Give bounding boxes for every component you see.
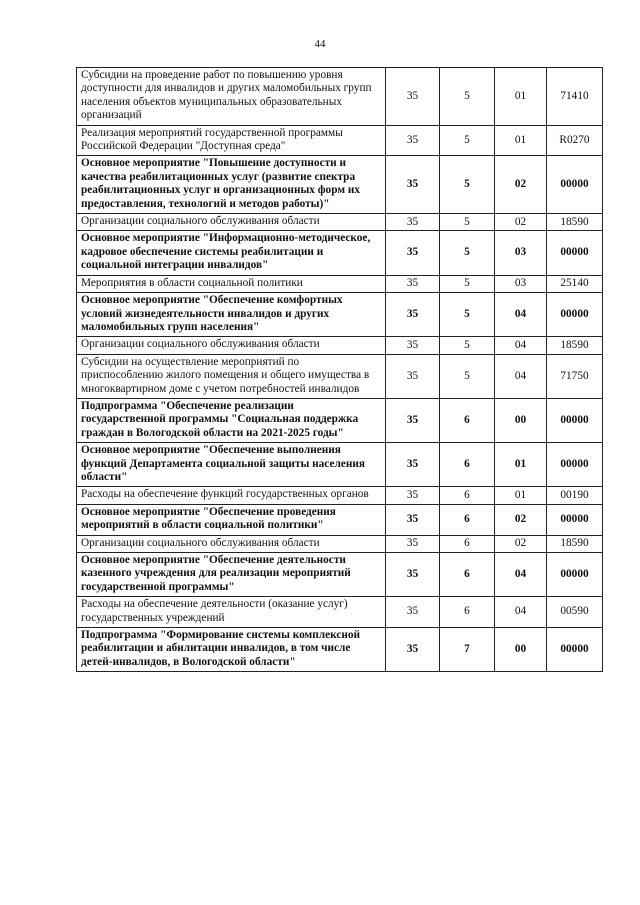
program-code-cell: 35	[386, 535, 440, 552]
direction-code-cell: 00000	[547, 398, 603, 442]
subprogram-code-cell: 6	[440, 597, 495, 628]
subprogram-code-cell: 5	[440, 293, 495, 337]
subprogram-code-cell: 6	[440, 487, 495, 504]
measure-code-cell: 04	[495, 337, 547, 354]
measure-code-cell: 04	[495, 293, 547, 337]
direction-code-cell: 00000	[547, 504, 603, 535]
measure-code-cell: 02	[495, 504, 547, 535]
table-row	[77, 504, 603, 535]
subprogram-code-cell: 6	[440, 504, 495, 535]
program-code-cell: 35	[386, 487, 440, 504]
table-row	[77, 398, 603, 442]
expenditure-name-cell: Основное мероприятие "Информационно-методическое, кадровое обеспечение системы реабилитации и социальной интеграции инвалидов"	[77, 231, 386, 275]
table-row	[77, 553, 603, 597]
expenditure-name-cell: Подпрограмма "Обеспечение реализации государственной программы "Социальная поддержка граждан в Вологодской области на 2021-2025 годы"	[77, 398, 386, 442]
table-row	[77, 231, 603, 275]
subprogram-code-cell: 5	[440, 275, 495, 292]
subprogram-code-cell: 6	[440, 535, 495, 552]
expenditure-name-cell: Расходы на обеспечение деятельности (оказание услуг) государственных учреждений	[77, 597, 386, 628]
table-row	[77, 214, 603, 231]
table-row	[77, 443, 603, 487]
table-row	[77, 628, 603, 672]
measure-code-cell: 04	[495, 553, 547, 597]
direction-code-cell: 25140	[547, 275, 603, 292]
table-row	[77, 293, 603, 337]
program-code-cell: 35	[386, 293, 440, 337]
table-row	[77, 156, 603, 214]
measure-code-cell: 01	[495, 443, 547, 487]
subprogram-code-cell: 6	[440, 398, 495, 442]
page-number: 44	[314, 38, 326, 50]
table-row	[77, 354, 603, 398]
direction-code-cell: 00590	[547, 597, 603, 628]
subprogram-code-cell: 5	[440, 125, 495, 156]
table-row	[77, 68, 603, 126]
expenditure-name-cell: Организации социального обслуживания области	[77, 337, 386, 354]
table-row	[77, 125, 603, 156]
expenditure-name-cell: Организации социального обслуживания области	[77, 214, 386, 231]
program-code-cell: 35	[386, 125, 440, 156]
direction-code-cell: 71410	[547, 68, 603, 126]
measure-code-cell: 02	[495, 214, 547, 231]
measure-code-cell: 03	[495, 231, 547, 275]
expenditure-name-cell: Подпрограмма "Формирование системы комплексной реабилитации и абилитации инвалидов, в том числе детей-инвалидов, в Вологодской области"	[77, 628, 386, 672]
budget-classification-table	[76, 67, 603, 672]
measure-code-cell: 01	[495, 68, 547, 126]
subprogram-code-cell: 5	[440, 337, 495, 354]
program-code-cell: 35	[386, 275, 440, 292]
measure-code-cell: 04	[495, 354, 547, 398]
subprogram-code-cell: 5	[440, 68, 495, 126]
direction-code-cell: 00000	[547, 293, 603, 337]
direction-code-cell: 00000	[547, 443, 603, 487]
direction-code-cell: 18590	[547, 535, 603, 552]
table-row	[77, 337, 603, 354]
direction-code-cell: R0270	[547, 125, 603, 156]
direction-code-cell: 00000	[547, 231, 603, 275]
direction-code-cell: 00000	[547, 553, 603, 597]
program-code-cell: 35	[386, 231, 440, 275]
expenditure-name-cell: Основное мероприятие "Обеспечение выполнения функций Департамента социальной защиты населения области"	[77, 443, 386, 487]
expenditure-name-cell: Основное мероприятие "Обеспечение деятельности казенного учреждения для реализации мероприятий государственной программы"	[77, 553, 386, 597]
program-code-cell: 35	[386, 398, 440, 442]
subprogram-code-cell: 5	[440, 214, 495, 231]
subprogram-code-cell: 6	[440, 553, 495, 597]
subprogram-code-cell: 6	[440, 443, 495, 487]
table-row	[77, 535, 603, 552]
measure-code-cell: 02	[495, 156, 547, 214]
measure-code-cell: 00	[495, 628, 547, 672]
direction-code-cell: 00000	[547, 156, 603, 214]
expenditure-name-cell: Мероприятия в области социальной политики	[77, 275, 386, 292]
expenditure-name-cell: Основное мероприятие "Обеспечение комфортных условий жизнедеятельности инвалидов и других маломобильных групп населения"	[77, 293, 386, 337]
subprogram-code-cell: 5	[440, 231, 495, 275]
program-code-cell: 35	[386, 553, 440, 597]
direction-code-cell: 00000	[547, 628, 603, 672]
table-row	[77, 487, 603, 504]
program-code-cell: 35	[386, 504, 440, 535]
expenditure-name-cell: Субсидии на осуществление мероприятий по приспособлению жилого помещения и общего имущества в многоквартирном доме с учетом потребностей инвалидов	[77, 354, 386, 398]
program-code-cell: 35	[386, 443, 440, 487]
program-code-cell: 35	[386, 628, 440, 672]
table-row	[77, 275, 603, 292]
subprogram-code-cell: 7	[440, 628, 495, 672]
program-code-cell: 35	[386, 337, 440, 354]
expenditure-name-cell: Организации социального обслуживания области	[77, 535, 386, 552]
expenditure-name-cell: Реализация мероприятий государственной программы Российской Федерации "Доступная среда"	[77, 125, 386, 156]
measure-code-cell: 00	[495, 398, 547, 442]
expenditure-name-cell: Основное мероприятие "Обеспечение проведения мероприятий в области социальной политики"	[77, 504, 386, 535]
direction-code-cell: 71750	[547, 354, 603, 398]
measure-code-cell: 02	[495, 535, 547, 552]
measure-code-cell: 01	[495, 487, 547, 504]
program-code-cell: 35	[386, 214, 440, 231]
expenditure-name-cell: Основное мероприятие "Повышение доступности и качества реабилитационных услуг (развитие спектра реабилитационных услуг и организационных форм их предоставления, технологий и методов работы)"	[77, 156, 386, 214]
table-body	[77, 68, 603, 672]
table-row	[77, 597, 603, 628]
expenditure-name-cell: Субсидии на проведение работ по повышению уровня доступности для инвалидов и других маломобильных групп населения объектов муниципальных образовательных организаций	[77, 68, 386, 126]
program-code-cell: 35	[386, 68, 440, 126]
direction-code-cell: 18590	[547, 337, 603, 354]
direction-code-cell: 00190	[547, 487, 603, 504]
subprogram-code-cell: 5	[440, 354, 495, 398]
direction-code-cell: 18590	[547, 214, 603, 231]
measure-code-cell: 03	[495, 275, 547, 292]
measure-code-cell: 01	[495, 125, 547, 156]
program-code-cell: 35	[386, 597, 440, 628]
subprogram-code-cell: 5	[440, 156, 495, 214]
measure-code-cell: 04	[495, 597, 547, 628]
program-code-cell: 35	[386, 354, 440, 398]
program-code-cell: 35	[386, 156, 440, 214]
expenditure-name-cell: Расходы на обеспечение функций государственных органов	[77, 487, 386, 504]
